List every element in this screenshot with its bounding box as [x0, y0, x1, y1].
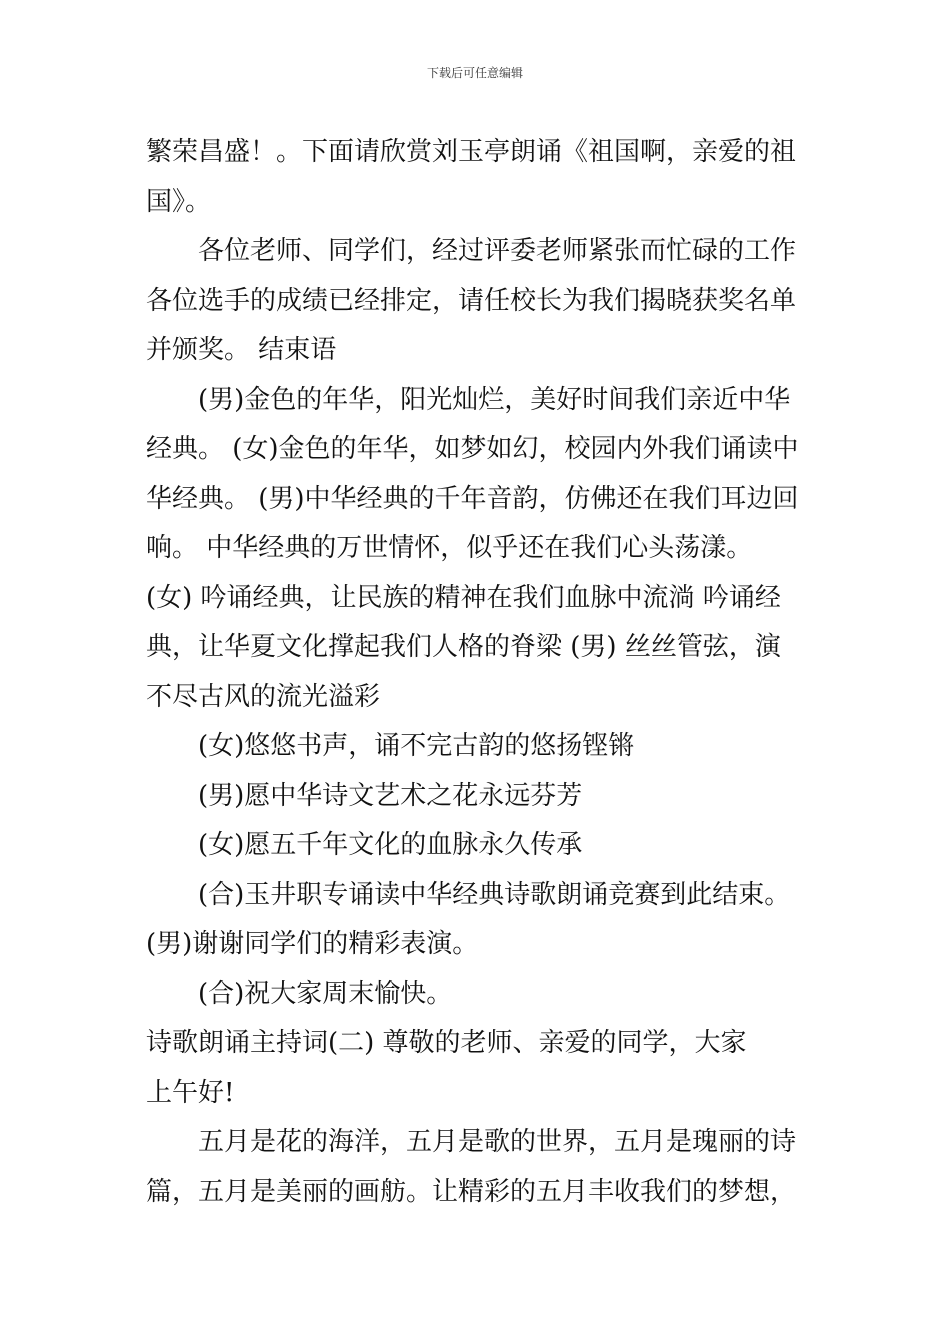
text-line: 典，让华夏文化撑起我们人格的脊梁 (男) 丝丝管弦，演: [146, 632, 781, 662]
text-line: (男)谢谢同学们的精彩表演。: [146, 929, 479, 959]
text-line: 五月是花的海洋，五月是歌的世界，五月是瑰丽的诗: [198, 1127, 797, 1157]
document-body: [146, 128, 808, 1217]
text-line: (女)悠悠书声，诵不完古韵的悠扬铿锵: [198, 731, 635, 761]
text-line: 华经典。 (男)中华经典的千年音韵，仿佛还在我们耳边回: [146, 483, 799, 514]
text-line: (合)玉井职专诵读中华经典诗歌朗诵竞赛到此结束。: [198, 879, 791, 910]
text-line: (合)祝大家周末愉快。: [198, 978, 453, 1009]
text-line: 并颁奖。 结束语: [146, 335, 337, 365]
text-line: 响。 中华经典的万世情怀，似乎还在我们心头荡漾。: [146, 533, 753, 563]
text-line: 篇，五月是美丽的画舫。让精彩的五月丰收我们的梦想，: [146, 1176, 797, 1207]
text-line: (男)金色的年华，阳光灿烂，美好时间我们亲近中华: [198, 384, 791, 415]
text-line: (女)愿五千年文化的血脉永久传承: [198, 830, 583, 860]
text-line: 繁荣昌盛！。下面请欣赏刘玉亭朗诵《祖国啊，亲爱的祖: [146, 137, 797, 167]
text-line: 经典。 (女)金色的年华，如梦如幻，校园内外我们诵读中: [146, 434, 799, 464]
text-line: 国》。: [146, 186, 212, 217]
text-line: 不尽古风的流光溢彩: [146, 681, 381, 712]
page-header: 下载后可任意编辑: [426, 66, 523, 80]
text-line: 诗歌朗诵主持词(二) 尊敬的老师、亲爱的同学，大家: [146, 1028, 747, 1058]
text-line: (女) 吟诵经典，让民族的精神在我们血脉中流淌 吟诵经: [146, 582, 781, 613]
text-line: 各位老师、同学们，经过评委老师紧张而忙碌的工作: [198, 236, 797, 266]
text-line: 上午好!: [146, 1077, 235, 1108]
text-line: 各位选手的成绩已经排定，请任校长为我们揭晓获奖名单: [146, 285, 797, 316]
text-line: (男)愿中华诗文艺术之花永远芬芳: [198, 780, 583, 811]
